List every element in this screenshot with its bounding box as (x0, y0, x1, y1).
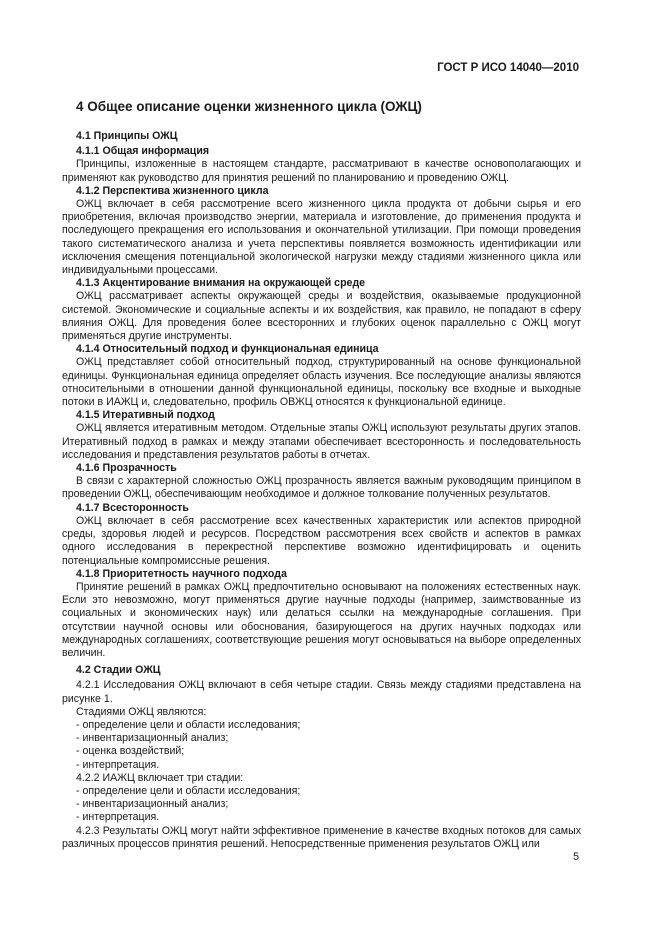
clause-title: 4.1.1 Общая информация (76, 145, 210, 158)
list-item: - инвентаризационный анализ; (76, 732, 581, 745)
clause-text: ОЖЦ представляет собой относительный подход, структурированный на основе функциональной единицы. Функциональная единица определяет область изучения. Все последующие анализы являются относительными в отношении данной функциональной единицы, поскольку все входные и выходные потоки в ИАЖЦ и, следовательно, профиль ОВЖЦ относятся к функциональной единице. (62, 356, 581, 409)
stages-list (62, 719, 581, 772)
clause-text: Принятие решений в рамках ОЖЦ предпочтительно основывают на положениях естественных наук. Если это невозможно, могут применяться другие научные подходы (например, заимствованные из социальных и экономических наук) или делаться ссылки на международные соглашения. При отсутствии научной основы или обоснования, базирующегося на других научных подходах или международных соглашениях, соответствующие решения могут основываться на выборе определенных величин. (62, 580, 581, 659)
clause-text: 4.2.3 Результаты ОЖЦ могут найти эффективное применение в качестве входных потоков для самых различных процессов принятия решений. Непосредственные применения результатов ОЖЦ или (62, 824, 581, 850)
clause-text: ОЖЦ рассматривает аспекты окружающей среды и воздействия, оказываемые продукционной системой. Экономические и социальные аспекты и их воздействия, как правило, не попадают в сферу влияния ОЖЦ. Для проведения более всесторонних и глубоких оценок параллельно с ОЖЦ могут применяться другие инструменты. (62, 290, 581, 343)
clause-title: 4.1.8 Приоритетность научного подхода (76, 567, 287, 580)
clause-title: 4.1.2 Перспектива жизненного цикла (76, 184, 269, 197)
clause-text: Стадиями ОЖЦ являются: (76, 705, 207, 718)
clause-text: ОЖЦ включает в себя рассмотрение всех качественных характеристик или аспектов природной среды, здоровья людей и ресурсов. Посредством рассмотрения всех свойств и аспектов в рамках одного исследования в перекрестной перспективе возможно идентифицировать и оценить потенциальные компромиссные решения. (62, 514, 581, 567)
list-item: - интерпретация. (76, 759, 581, 772)
page-number: 5 (573, 851, 579, 863)
ilcd-stages-list (62, 785, 581, 825)
clause-text: 4.2.1 Исследования ОЖЦ включают в себя четыре стадии. Связь между стадиями представлена на рисунке 1. (62, 679, 581, 705)
list-item: - оценка воздействий; (76, 745, 581, 758)
clause-text: Принципы, изложенные в настоящем стандарте, рассматривают в качестве основополагающих и применяют как руководство для принятия решений по планированию и проведению ОЖЦ. (62, 158, 581, 184)
clause-text: ОЖЦ включает в себя рассмотрение всего жизненного цикла продукта от добычи сырья и его приобретения, включая производство энергии, материала и изготовление, до применения продукта и последующего прекращения его использования и окончательной утилизации. При помощи проведения такого систематического анализа и учета перспективы появляется возможность идентификации или исключения смещения потенциальной экологической нагрузки между стадиями жизненного цикла или индивидуальными процессами. (62, 198, 581, 277)
clause-text: ОЖЦ является итеративным методом. Отдельные этапы ОЖЦ используют результаты других этапов. Итеративный подход в рамках и между этапами обеспечивает всесторонность и последовательность исследования и представления результатов работы в отчетах. (62, 422, 581, 461)
section-title: 4 Общее описание оценки жизненного цикла (ОЖЦ) (76, 99, 422, 114)
document-header: ГОСТ Р ИСО 14040—2010 (437, 62, 579, 74)
list-item: - интерпретация. (76, 811, 581, 824)
subsection-title: 4.1 Принципы ОЖЦ (76, 130, 178, 142)
document-body (62, 98, 581, 851)
clause-text: 4.2.2 ИАЖЦ включает три стадии: (76, 771, 244, 784)
clause-title: 4.1.6 Прозрачность (76, 462, 177, 475)
clause-title: 4.1.7 Всесторонность (76, 501, 189, 514)
list-item: - определение цели и области исследования; (76, 785, 581, 798)
subsection-title: 4.2 Стадии ОЖЦ (76, 664, 161, 677)
clause-title: 4.1.5 Итеративный подход (76, 409, 215, 422)
list-item: - определение цели и области исследования; (76, 719, 581, 732)
clause-text: В связи с характерной сложностью ОЖЦ прозрачность является важным руководящим принципом в проведении ОЖЦ, обеспечивающим необходимое и должное толкование полученных результатов. (62, 475, 581, 501)
list-item: - инвентаризационный анализ; (76, 798, 581, 811)
clause-title: 4.1.3 Акцентирование внимания на окружающей среде (76, 277, 366, 290)
clause-title: 4.1.4 Относительный подход и функциональная единица (76, 343, 379, 356)
